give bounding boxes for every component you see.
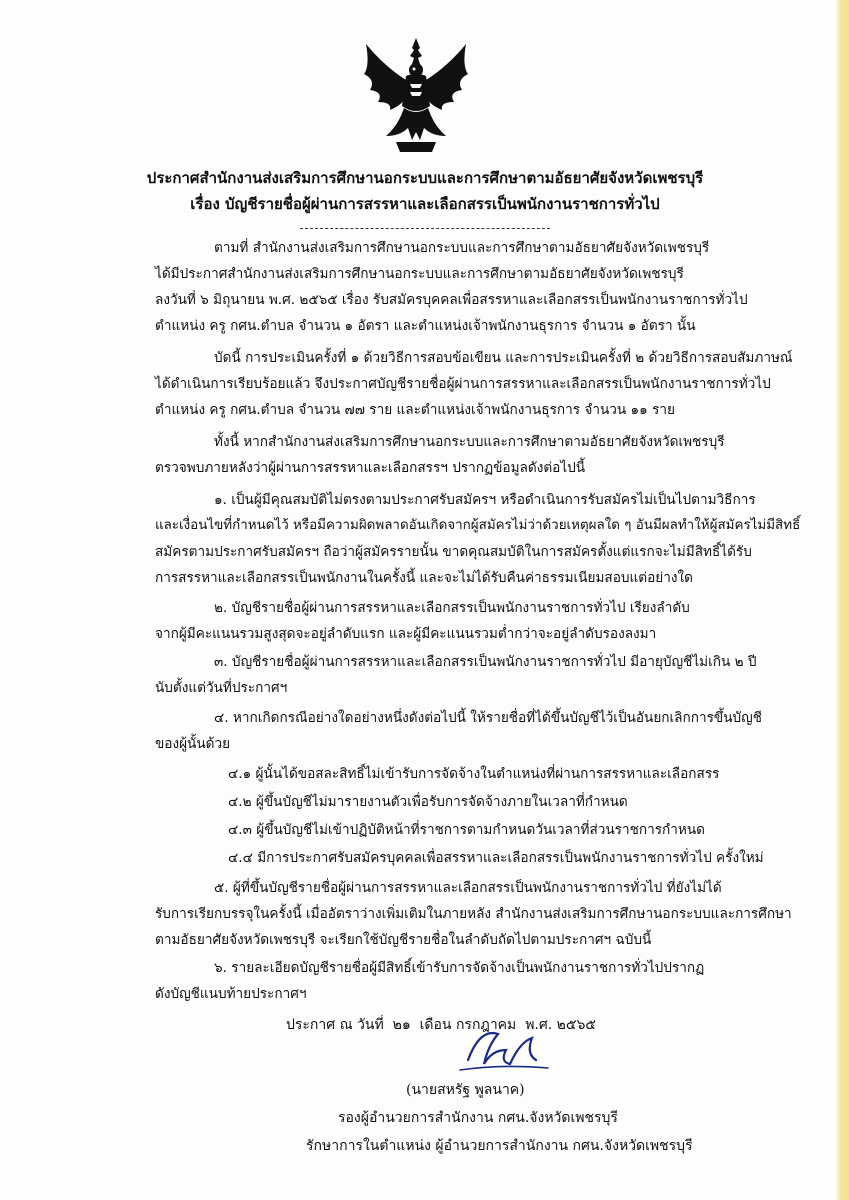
para3-line1: ทั้งนี้ หากสำนักงานส่งเสริมการศึกษานอกระบบและการศึกษาตามอัธยาศัยจังหวัดเพชรบุรี (214, 434, 725, 450)
item5-line1: ๕. ผู้ที่ขึ้นบัญชีรายชื่อผู้ผ่านการสรรหาและเลือกสรรเป็นพนักงานราชการทั่วไป ที่ยังไม่ได้ (214, 880, 722, 896)
para1-line1: ตามที่ สำนักงานส่งเสริมการศึกษานอกระบบและการศึกษาตามอัธยาศัยจังหวัดเพชรบุรี (214, 240, 710, 256)
item3-line1: ๓. บัญชีรายชื่อผู้ผ่านการสรรหาและเลือกสรรเป็นพนักงานราชการทั่วไป มีอายุบัญชีไม่เกิน ๒ ปี (214, 654, 757, 670)
item1-line4: การสรรหาและเลือกสรรเป็นพนักงานในครั้งนี้ และจะไม่ได้รับคืนค่าธรรมเนียมสอบแต่อย่างใด (155, 570, 693, 586)
item5-line3: ตามอัธยาศัยจังหวัดเพชรบุรี จะเรียกใช้บัญชีรายชื่อในลำดับถัดไปตามประกาศฯ ฉบับนี้ (155, 932, 652, 948)
item4-line1: ๔. หากเกิดกรณีอย่างใดอย่างหนึ่งดังต่อไปนี้ ให้รายชื่อที่ได้ขึ้นบัญชีไว้เป็นอันยกเลิกการขึ้นบัญชี (214, 710, 762, 726)
announce-label: ประกาศ ณ วันที่ (286, 1017, 384, 1033)
signer-position: รองผู้อำนวยการสำนักงาน กศน.จังหวัดเพชรบุรี (338, 1110, 618, 1126)
item1-line2: และเงื่อนไขที่กำหนดไว้ หรือมีความผิดพลาดอันเกิดจากผู้สมัครไม่ว่าด้วยเหตุผลใด ๆ อันมีผลทำให้ผู้สมัครไม่มีสิทธิ์ (155, 518, 801, 533)
item6-line2: ดังบัญชีแนบท้ายประกาศฯ (155, 986, 307, 1002)
item1-line1: ๑. เป็นผู้มีคุณสมบัติไม่ตรงตามประกาศรับสมัครฯ หรือดำเนินการรับสมัครไม่เป็นไปตามวิธีการ (214, 492, 756, 508)
para2-line1: บัดนี้ การประเมินครั้งที่ ๑ ด้วยวิธีการสอบข้อเขียน และการประเมินครั้งที่ ๒ ด้วยวิธีการสอบสัมภาษณ์ (214, 350, 793, 366)
item4-line2: ของผู้นั้นด้วย (155, 736, 231, 752)
item6-line1: ๖. รายละเอียดบัญชีรายชื่อผู้มีสิทธิ์เข้ารับการจัดจ้างเป็นพนักงานราชการทั่วไปปรากฏ (214, 960, 705, 976)
announcement-title: ประกาศสำนักงานส่งเสริมการศึกษานอกระบบและการศึกษาตามอัธยาศัยจังหวัดเพชรบุรี (146, 169, 704, 187)
para3-line2: ตรวจพบภายหลังว่าผู้ผ่านการสรรหาและเลือกสรรฯ ปรากฏข้อมูลดังต่อไปนี้ (155, 460, 586, 476)
para1-line4: ตำแหน่ง ครู กศน.ตำบล จำนวน ๑ อัตรา และตำแหน่งเจ้าพนักงานธุรการ จำนวน ๑ อัตรา นั้น (155, 318, 696, 334)
item1-line3: สมัครตามประกาศรับสมัครฯ ถือว่าผู้สมัครรายนั้น ขาดคุณสมบัติในการสมัครตั้งแต่แรกจะไม่มีสิทธิ์ได้รับ (155, 544, 752, 560)
announce-month: กรกฎาคม (455, 1017, 517, 1033)
subitem-4-3: ๔.๓ ผู้ขึ้นบัญชีไม่เข้าปฏิบัติหน้าที่ราชการตามกำหนดวันเวลาที่ส่วนราชการกำหนด (228, 822, 705, 838)
para1-line2: ได้มีประกาศสำนักงานส่งเสริมการศึกษานอกระบบและการศึกษาตามอัธยาศัยจังหวัดเพชรบุรี (155, 266, 684, 282)
item5-line2: รับการเรียกบรรจุในครั้งนี้ เมื่ออัตราว่างเพิ่มเติมในภายหลัง สำนักงานส่งเสริมการศึกษานอกระบบและการศึกษา (155, 906, 792, 922)
announce-year: ๒๕๖๕ (556, 1017, 596, 1033)
announce-day: ๒๑ (392, 1017, 411, 1033)
title-separator (300, 228, 550, 229)
subitem-4-4: ๔.๔ มีการประกาศรับสมัครบุคคลเพื่อสรรหาและเลือกสรรเป็นพนักงานราชการทั่วไป ครั้งใหม่ (228, 850, 764, 866)
signature-image (440, 1020, 560, 1082)
garuda-emblem-icon (360, 36, 472, 154)
para2-line2: ได้ดำเนินการเรียบร้อยแล้ว จึงประกาศบัญชีรายชื่อผู้ผ่านการสรรหาและเลือกสรรเป็นพนักงานราชการทั่วไป (155, 376, 771, 392)
signer-name: (นายสหรัฐ พูลนาค) (406, 1082, 525, 1098)
page-edge (835, 0, 849, 1200)
subitem-4-2: ๔.๒ ผู้ขึ้นบัญชีไม่มารายงานตัวเพื่อรับการจัดจ้างภายในเวลาที่กำหนด (228, 794, 628, 810)
item2-line2: จากผู้มีคะแนนรวมสูงสุดจะอยู่ลำดับแรก และผู้มีคะแนนรวมต่ำกว่าจะอยู่ลำดับรองลงมา (155, 626, 657, 642)
subitem-4-1: ๔.๑ ผู้นั้นได้ขอสละสิทธิ์ไม่เข้ารับการจัดจ้างในตำแหน่งที่ผ่านการสรรหาและเลือกสรร (228, 766, 720, 782)
item3-line2: นับตั้งแต่วันที่ประกาศฯ (155, 680, 288, 696)
para2-line3: ตำแหน่ง ครู กศน.ตำบล จำนวน ๗๗ ราย และตำแหน่งเจ้าพนักงานธุรการ จำนวน ๑๑ ราย (155, 402, 675, 418)
item2-line1: ๒. บัญชีรายชื่อผู้ผ่านการสรรหาและเลือกสรรเป็นพนักงานราชการทั่วไป เรียงลำดับ (214, 600, 690, 616)
signer-acting-position: รักษาการในตำแหน่ง ผู้อำนวยการสำนักงาน กศน.จังหวัดเพชรบุรี (306, 1138, 693, 1154)
announce-year-label: พ.ศ. (525, 1017, 553, 1033)
para1-line3: ลงวันที่ ๖ มิถุนายน พ.ศ. ๒๕๖๕ เรื่อง รับสมัครบุคคลเพื่อสรรหาและเลือกสรรเป็นพนักงานราชการทั่วไป (155, 292, 748, 308)
announce-month-label: เดือน (419, 1017, 452, 1033)
announcement-subject: เรื่อง บัญชีรายชื่อผู้ผ่านการสรรหาและเลือกสรรเป็นพนักงานราชการทั่วไป (190, 195, 660, 213)
